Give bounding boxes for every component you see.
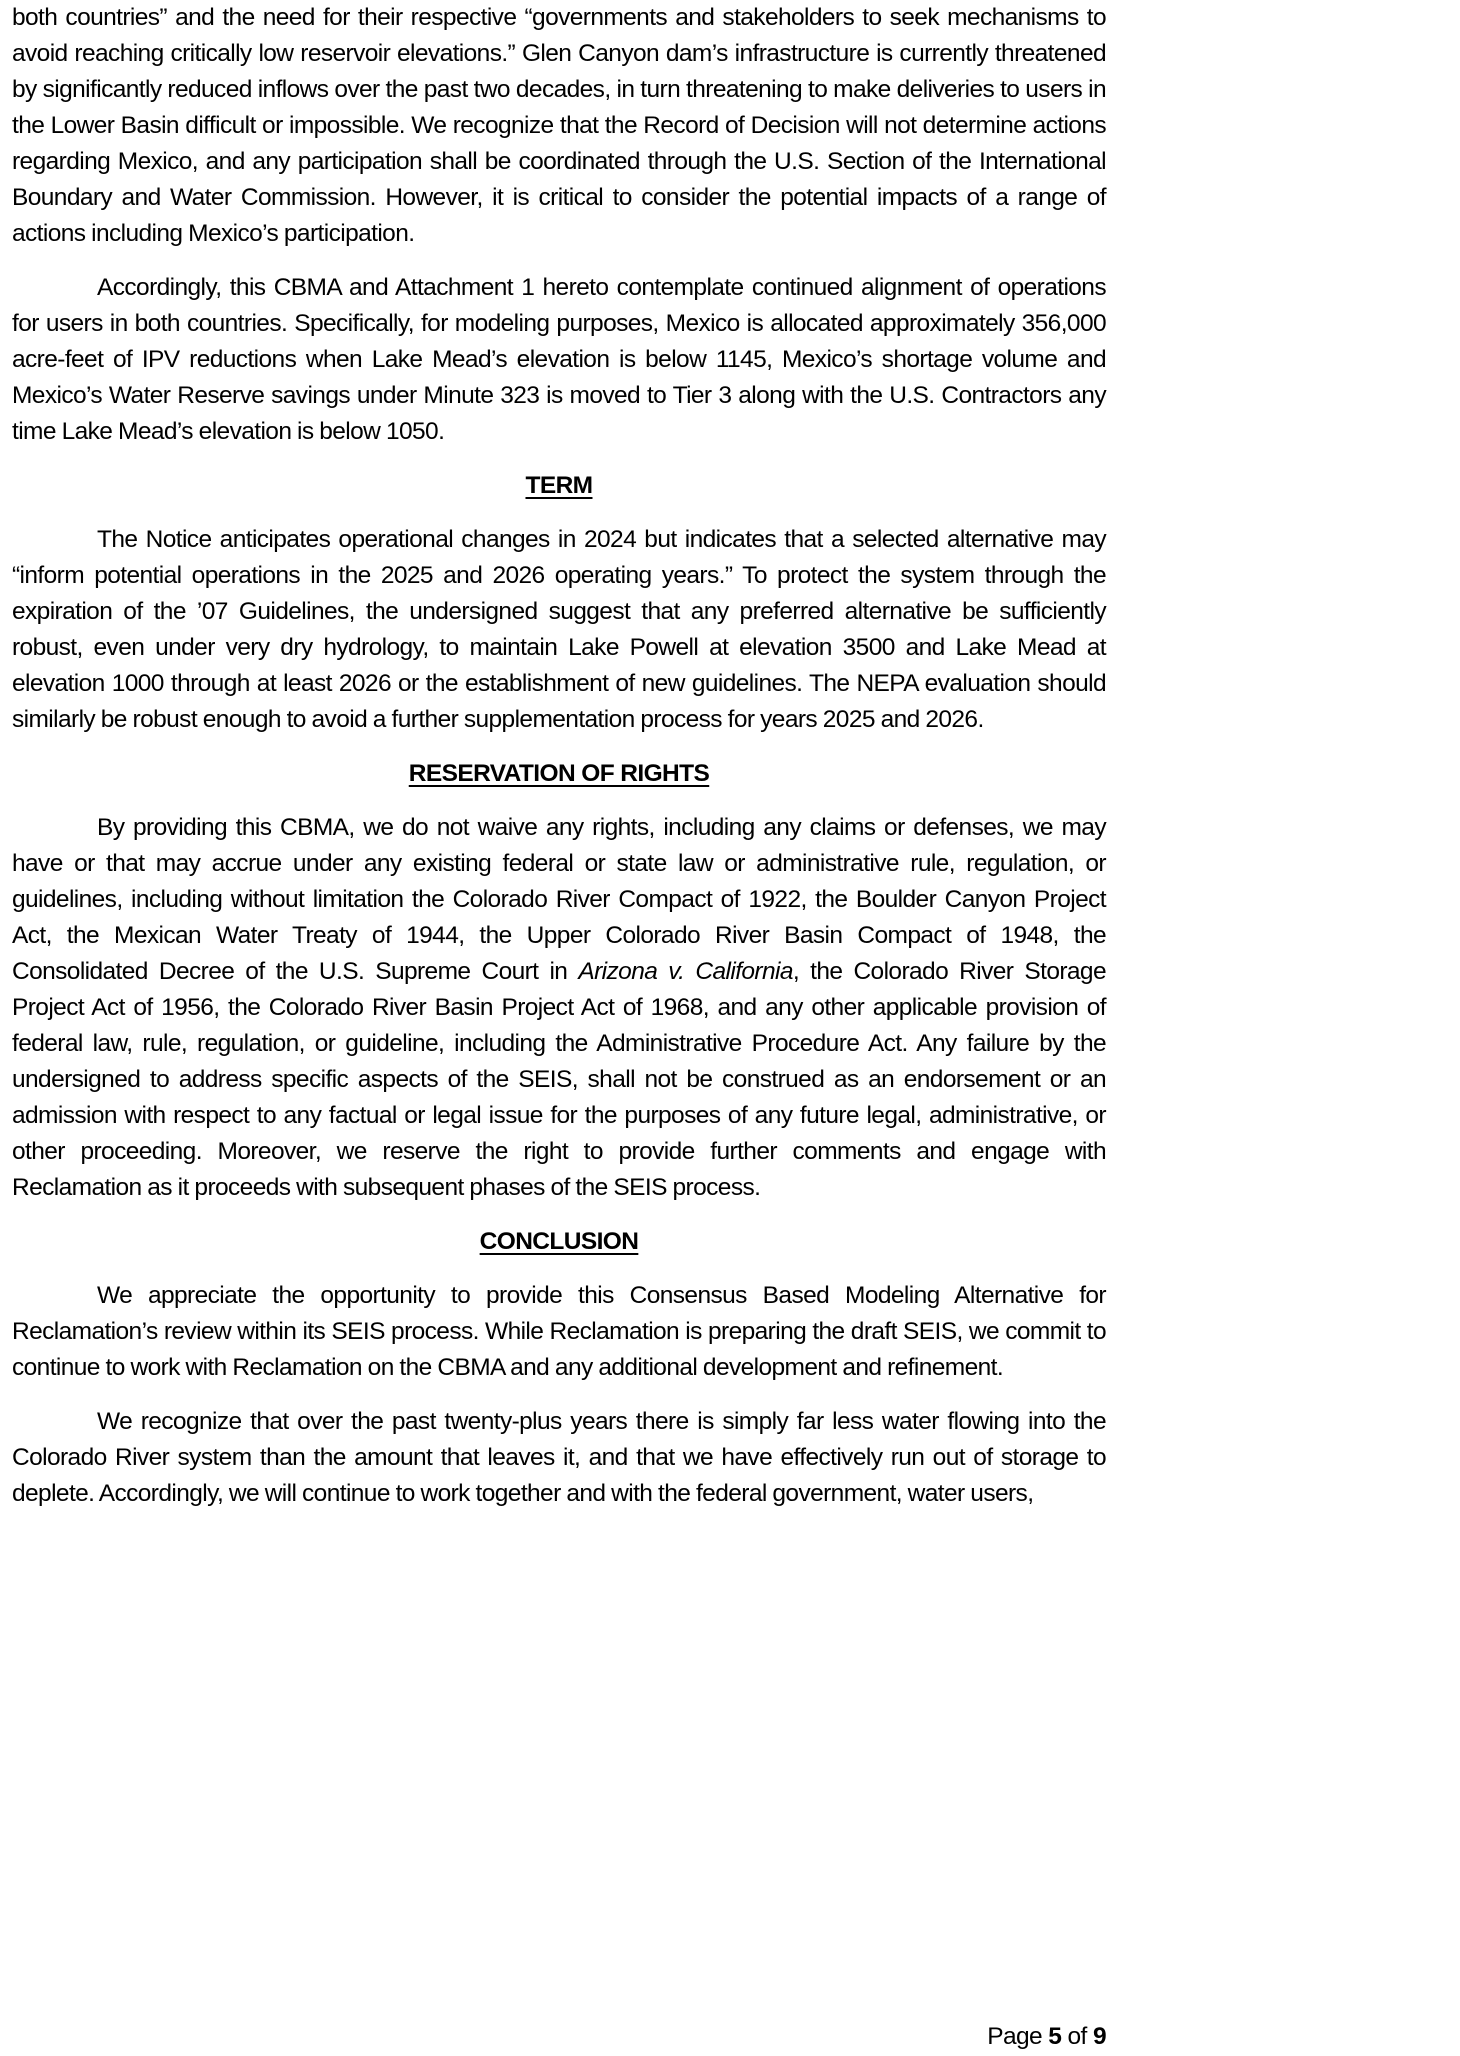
term-heading-text: TERM	[525, 472, 593, 499]
paragraph-mexico-context: both countries” and the need for their respective “governments and stakeholders to seek mechanisms to avoid reaching critically low reservoir elevations.” Glen Canyon dam’s infrastructure is currently threatened by significantly reduced inflows over the past two decades, in turn threatening to make deliveries to users in the Lower Basin difficult or impossible. We recognize that the Record of Decision will not determine actions regarding Mexico, and any participation shall be coordinated through the U.S. Section of the International Boundary and Water Commission. However, it is critical to consider the potential impacts of a range of actions including Mexico’s participation.	[12, 4, 1106, 247]
page-label: Page	[987, 2023, 1043, 2050]
rights-heading-text: RESERVATION OF RIGHTS	[408, 760, 710, 787]
case-citation-italic: Arizona v. California	[578, 958, 793, 985]
paragraph-conclusion-appreciation: We appreciate the opportunity to provide this Consensus Based Modeling Alternative for Reclamation’s review within its SEIS process. While Reclamation is preparing the draft SEIS, we commit to continue to work with Reclamation on the CBMA and any additional development and refinement.	[12, 1282, 1106, 1381]
current-page-number: 5	[1048, 2023, 1062, 2050]
document-page	[12, 0, 1106, 1512]
paragraph-reservation-of-rights	[12, 810, 1106, 1206]
paragraph-cbma-alignment: Accordingly, this CBMA and Attachment 1 hereto contemplate continued alignment of operations for users in both countries. Specifically, for modeling purposes, Mexico is allocated approximately 356,000 acre-feet of IPV reductions when Lake Mead’s elevation is below 1145, Mexico’s shortage volume and Mexico’s Water Reserve savings under Minute 323 is moved to Tier 3 along with the U.S. Contractors any time Lake Mead’s elevation is below 1050.	[12, 274, 1106, 445]
page-number-footer	[987, 2022, 1106, 2052]
section-heading-term	[12, 468, 1106, 504]
paragraph-conclusion-recognition: We recognize that over the past twenty-plus years there is simply far less water flowing into the Colorado River system than the amount that leaves it, and that we have effectively run out of storage to deplete. Accordingly, we will continue to work together and with the federal government, water users,	[12, 1408, 1106, 1507]
paragraph-term: The Notice anticipates operational changes in 2024 but indicates that a selected alternative may “inform potential operations in the 2025 and 2026 operating years.” To protect the system through the expiration of the ’07 Guidelines, the undersigned suggest that any preferred alternative be sufficiently robust, even under very dry hydrology, to maintain Lake Powell at elevation 3500 and Lake Mead at elevation 1000 through at least 2026 or the establishment of new guidelines. The NEPA evaluation should similarly be robust enough to avoid a further supplementation process for years 2025 and 2026.	[12, 526, 1106, 733]
conclusion-heading-text: CONCLUSION	[479, 1228, 639, 1255]
total-pages-number: 9	[1092, 2023, 1106, 2050]
rights-text-part-2: , the Colorado River Storage Project Act of 1956, the Colorado River Basin Project Act of 1968, and any other applicable provision of federal law, rule, regulation, or guideline, including the Administrative Procedure Act. Any failure by the undersigned to address specific aspects of the SEIS, shall not be construed as an endorsement or an admission with respect to any factual or legal issue for the purposes of any future legal, administrative, or other proceeding. Moreover, we reserve the right to provide further comments and engage with Reclamation as it proceeds with subsequent phases of the SEIS process.	[12, 958, 1106, 1201]
section-heading-conclusion	[12, 1224, 1106, 1260]
section-heading-reservation-of-rights	[12, 756, 1106, 792]
rights-text-part-1: By providing this CBMA, we do not waive any rights, including any claims or defenses, we may have or that may accrue under any existing federal or state law or administrative rule, regulation, or guidelines, including without limitation the Colorado River Compact of 1922, the Boulder Canyon Project Act, the Mexican Water Treaty of 1944, the Upper Colorado River Basin Compact of 1948, the Consolidated Decree of the U.S. Supreme Court in	[12, 814, 1106, 985]
of-label: of	[1067, 2023, 1087, 2050]
